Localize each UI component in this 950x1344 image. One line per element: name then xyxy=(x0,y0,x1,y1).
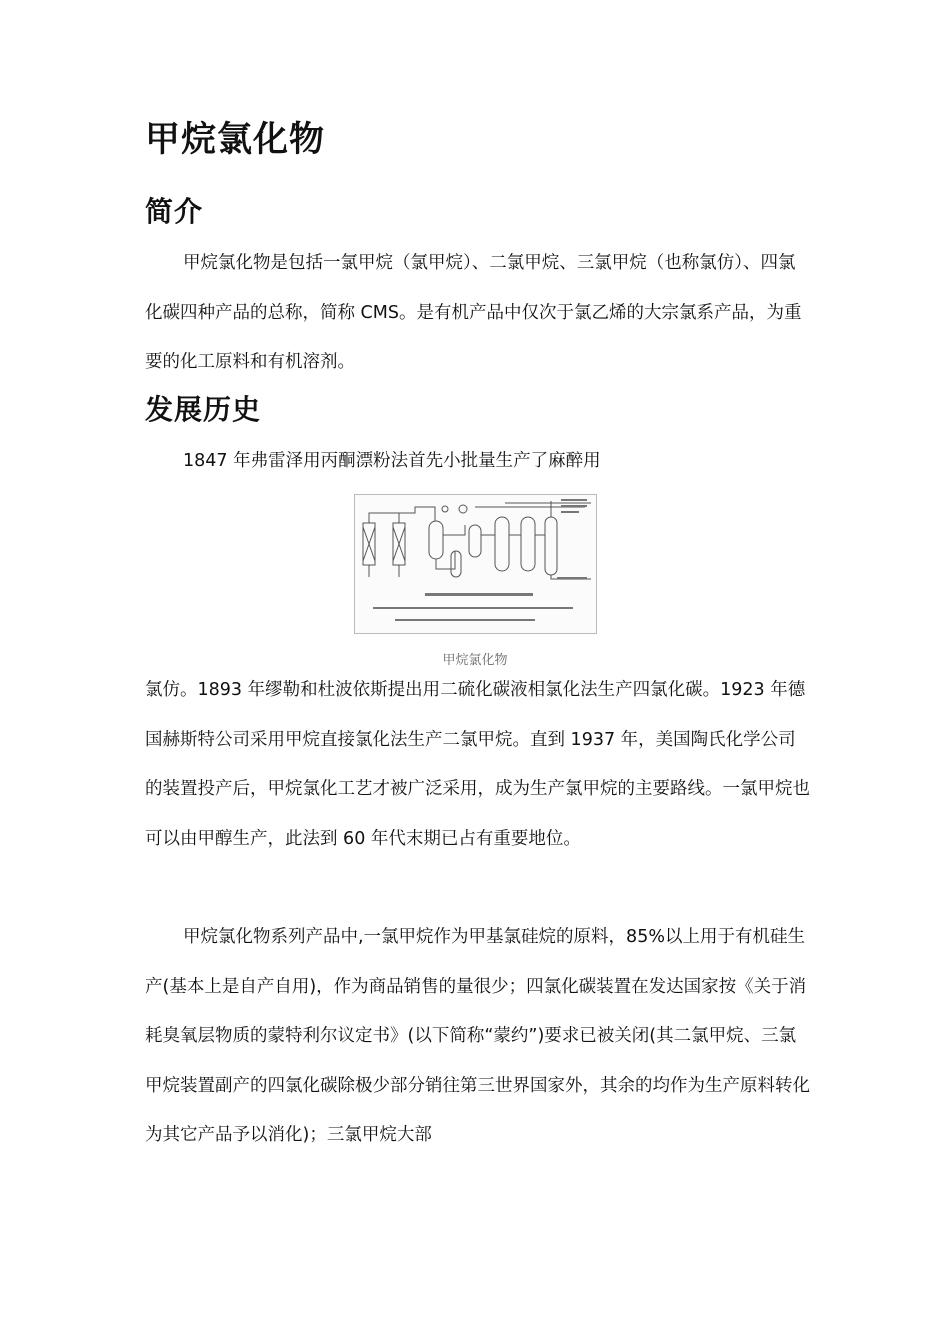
intro-paragraph: 甲烷氯化物是包括一氯甲烷（氯甲烷）、二氯甲烷、三氯甲烷（也称氯仿）、四氯化碳四种产品的总称，简称 CMS。是有机产品中仅次于氯乙烯的大宗氯系产品，为重要的化工原料和有机溶剂。 xyxy=(145,253,802,372)
process-flow-diagram-image xyxy=(355,495,596,633)
history-paragraph-2: 氯仿。1893 年缪勒和杜波依斯提出用二硫化碳液相氯化法生产四氯化碳。1923 年德国赫斯特公司采用甲烷直接氯化法生产二氯甲烷。直到 1937 年，美国陶氏化学公司的装置投产后，甲烷氯化工艺才被广泛采用，成为生产氯甲烷的主要路线。一氯甲烷也可以由甲醇生产，此法到 60 年代末期已占有重要地位。 xyxy=(145,680,810,849)
figure-caption: 甲烷氯化物 xyxy=(442,653,508,668)
section-heading-history: 发展历史 xyxy=(145,393,262,426)
history-paragraph-1: 1847 年弗雷泽用丙酮漂粉法首先小批量生产了麻醉用 xyxy=(183,451,601,471)
history-paragraph-3: 甲烷氯化物系列产品中,一氯甲烷作为甲基氯硅烷的原料，85%以上用于有机硅生产(基本上是自产自用)，作为商品销售的量很少；四氯化碳装置在发达国家按《关于消耗臭氧层物质的蒙特利尔议定书》(以下简称“蒙约”)要求已被关闭(其二氯甲烷、三氯甲烷装置副产的四氯化碳除极少部分销往第三世界国家外，其余的均作为生产原料转化为其它产品予以消化)；三氯甲烷大部 xyxy=(145,927,810,1145)
section-heading-intro: 简介 xyxy=(145,195,204,228)
process-flow-figure xyxy=(354,494,597,634)
page-title: 甲烷氯化物 xyxy=(145,120,326,160)
